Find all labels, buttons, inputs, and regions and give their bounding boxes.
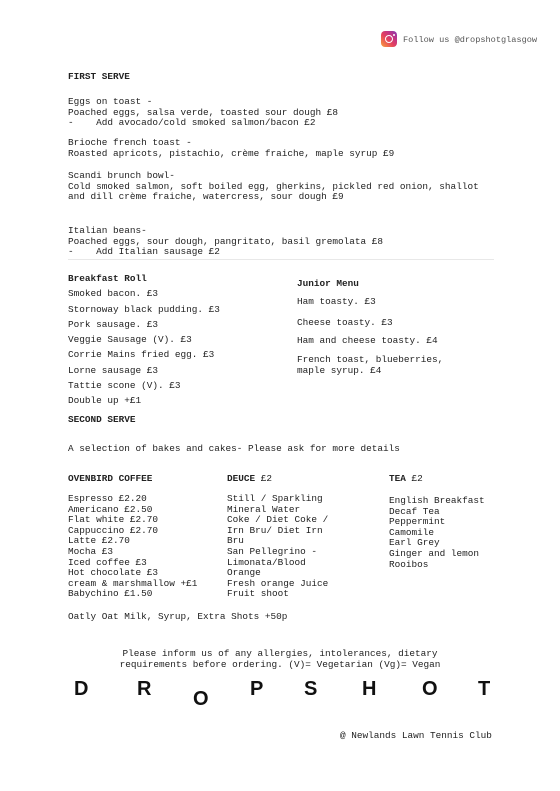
first-serve-heading: FIRST SERVE — [68, 71, 130, 82]
deuce-heading-row — [227, 474, 272, 485]
coffee-item: Hot chocolate £3 — [68, 567, 159, 579]
coffee-extras: Oatly Oat Milk, Syrup, Extra Shots +50p — [68, 611, 288, 622]
tea-item: Decaf Tea — [389, 505, 440, 517]
breakfast-roll-item: Pork sausage. £3 — [68, 318, 159, 330]
deuce-item: Orange — [227, 567, 261, 579]
scandi-desc-2: and dill crème fraiche, watercress, sour dough £9 — [68, 191, 344, 203]
club-credit: @ Newlands Lawn Tennis Club — [340, 730, 492, 741]
deuce-item: San Pellegrino - — [227, 545, 318, 557]
coffee-list — [68, 494, 197, 600]
deuce-item: Fruit shoot — [227, 588, 289, 600]
deuce-item: Bru — [227, 535, 244, 547]
second-serve-heading: SECOND SERVE — [68, 414, 136, 425]
breakfast-roll-section — [68, 271, 220, 409]
tea-item: Ginger and lemon — [389, 547, 480, 559]
tea-item: Earl Grey — [389, 537, 440, 549]
allergy-notice — [0, 649, 560, 670]
tea-heading-row — [389, 474, 423, 485]
junior-menu-heading: Junior Menu — [297, 278, 359, 289]
breakfast-roll-item: Double up +£1 — [68, 395, 142, 407]
deuce-item: Coke / Diet Coke / — [227, 514, 329, 526]
logo-letter: R — [137, 678, 152, 700]
deuce-list — [227, 494, 328, 600]
logo-letter: O — [193, 688, 209, 710]
deuce-price: £2 — [260, 473, 273, 484]
deuce-item: Limonata/Blood — [227, 556, 306, 568]
logo-letter: O — [422, 678, 438, 700]
tea-heading: TEA — [389, 473, 406, 484]
eggs-title: Eggs on toast - — [68, 96, 153, 107]
deuce-heading: DEUCE — [227, 473, 256, 484]
brioche-item — [68, 138, 394, 159]
logo-letter: P — [250, 678, 264, 700]
instagram-icon — [381, 31, 397, 47]
tea-item: Peppermint — [389, 516, 446, 528]
eggs-desc: Poached eggs, salsa verde, toasted sour dough £8 — [68, 106, 339, 118]
breakfast-roll-item: Lorne sausage £3 — [68, 364, 159, 376]
italian-title: Italian beans- — [68, 225, 147, 236]
junior-item: Cheese toasty. £3 — [297, 317, 393, 328]
italian-desc: Poached eggs, sour dough, pangritato, basil gremolata £8 — [68, 235, 384, 247]
tea-price: £2 — [411, 473, 423, 484]
deuce-item: Still / Sparkling — [227, 493, 323, 504]
coffee-item: Flat white £2.70 — [68, 514, 159, 526]
coffee-item: Iced coffee £3 — [68, 556, 147, 568]
breakfast-roll-item: Stornoway black pudding. £3 — [68, 303, 220, 315]
coffee-item: Mocha £3 — [68, 545, 114, 557]
junior-item: French toast, blueberries, maple syrup. £4 — [297, 354, 444, 376]
allergy-line-2: requirements before ordering. (V)= Vegetarian (Vg)= Vegan — [119, 658, 441, 670]
tea-list — [389, 496, 485, 570]
coffee-section — [68, 474, 152, 485]
breakfast-roll-item: Corrie Mains fried egg. £3 — [68, 349, 215, 361]
coffee-item: cream & marshmallow +£1 — [68, 577, 198, 589]
coffee-item: Latte £2.70 — [68, 535, 130, 547]
italian-beans-item — [68, 226, 383, 258]
tea-item: Rooibos — [389, 558, 429, 570]
deuce-item: Irn Bru/ Diet Irn — [227, 524, 323, 536]
logo-letter: D — [74, 678, 89, 700]
second-serve-text: A selection of bakes and cakes- Please ask for more details — [68, 443, 400, 454]
breakfast-roll-heading: Breakfast Roll — [68, 273, 147, 284]
breakfast-roll-item: Veggie Sausage (V). £3 — [68, 334, 192, 346]
deuce-item: Mineral Water — [227, 503, 301, 515]
coffee-item: Babychino £1.50 — [68, 588, 153, 600]
scandi-item — [68, 171, 479, 203]
section-divider — [68, 259, 494, 260]
logo-letter: H — [362, 678, 377, 700]
logo-letter: T — [478, 678, 491, 700]
breakfast-roll-item: Tattie scone (V). £3 — [68, 380, 181, 392]
logo-letter: S — [304, 678, 318, 700]
tea-item: English Breakfast — [389, 495, 485, 506]
coffee-heading: OVENBIRD COFFEE — [68, 473, 153, 484]
brioche-desc: Roasted apricots, pistachio, crème fraiche, maple syrup £9 — [68, 147, 395, 159]
italian-addon: - Add Italian sausage £2 — [68, 246, 220, 258]
tea-item: Camomile — [389, 526, 435, 538]
coffee-item: Espresso £2.20 — [68, 493, 147, 504]
coffee-item: Cappuccino £2.70 — [68, 524, 159, 536]
eggs-addon: - Add avocado/cold smoked salmon/bacon £2 — [68, 117, 316, 129]
deuce-item: Fresh orange Juice — [227, 577, 329, 589]
breakfast-roll-item: Smoked bacon. £3 — [68, 288, 159, 300]
scandi-title: Scandi brunch bowl- — [68, 170, 175, 181]
junior-item: Ham and cheese toasty. £4 — [297, 335, 438, 346]
scandi-desc-1: Cold smoked salmon, soft boiled egg, gherkins, pickled red onion, shallot — [68, 180, 479, 192]
eggs-on-toast-item — [68, 97, 338, 129]
follow-us-text: Follow us @dropshotglasgow — [403, 35, 538, 45]
brioche-title: Brioche french toast - — [68, 137, 192, 148]
junior-item: Ham toasty. £3 — [297, 296, 376, 307]
allergy-line-1: Please inform us of any allergies, intolerances, dietary — [122, 648, 438, 659]
coffee-item: Americano £2.50 — [68, 503, 153, 515]
